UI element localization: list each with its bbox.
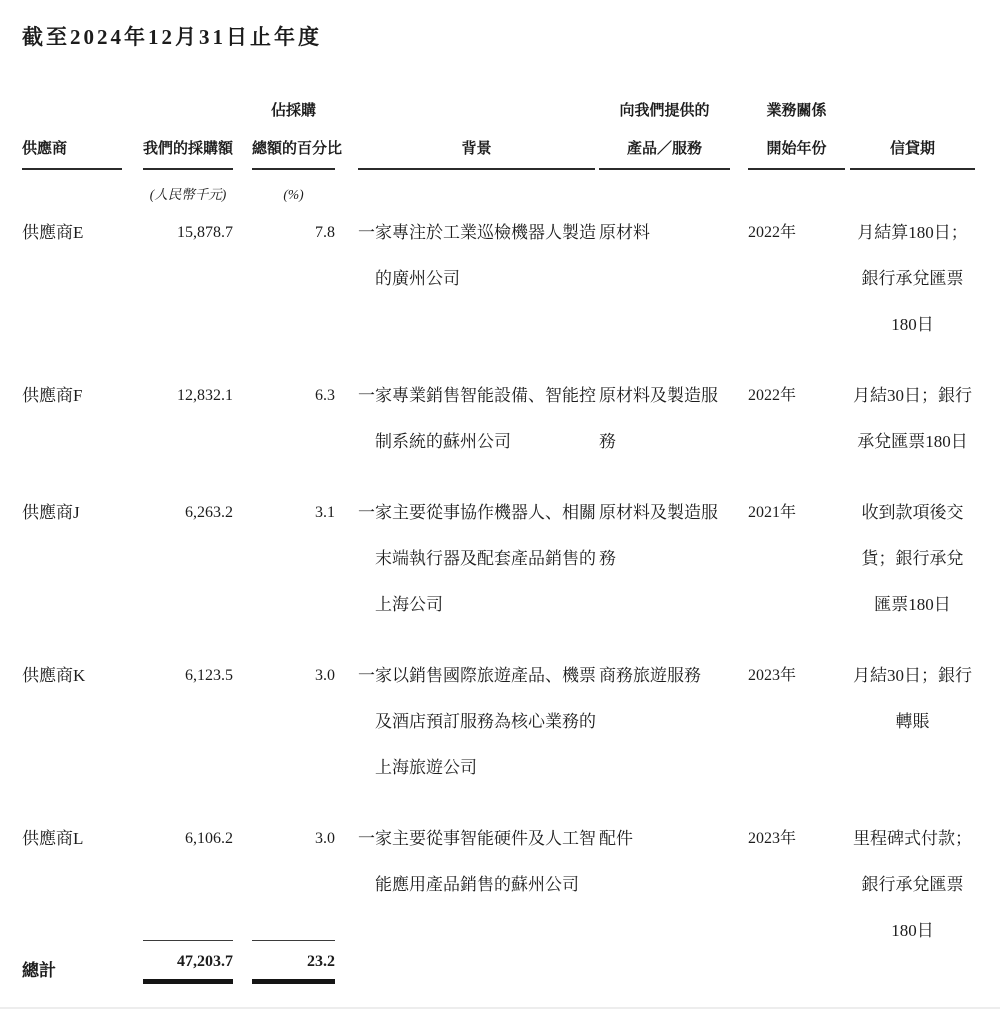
background-line: 一家專注於工業巡檢機器人製造 [358, 223, 596, 242]
background-line: 制系統的蘇州公司 [375, 432, 511, 451]
background-description [358, 373, 595, 465]
total-amount-cell [143, 940, 233, 984]
supplier-name: 供應商F [22, 386, 83, 405]
table-body [22, 210, 975, 954]
total-amount: 47,203.7 [143, 940, 233, 979]
col-header-year [748, 92, 845, 170]
credit-line: 180日 [891, 315, 934, 334]
double-rule [252, 979, 335, 984]
background-description [358, 490, 595, 628]
header-line: 產品／服務 [626, 141, 702, 157]
background-line: 一家主要從事協作機器人、相關 [358, 503, 596, 522]
start-year: 2023年 [748, 667, 797, 684]
products-services: 原材料 [599, 223, 650, 242]
header-line: 業務關係 [766, 103, 827, 119]
credit-period [850, 373, 975, 465]
credit-line: 里程碑式付款； [853, 829, 972, 848]
background-line: 及酒店預訂服務為核心業務的 [375, 712, 596, 731]
background-line: 上海公司 [375, 595, 443, 614]
double-rule [143, 979, 233, 984]
total-label: 總計 [22, 961, 56, 980]
header-line: 總額的百分比 [252, 141, 343, 157]
background-description [358, 816, 595, 954]
header-line: 背景 [461, 141, 492, 157]
header-line: 向我們提供的 [619, 103, 710, 119]
purchase-pct: 3.1 [315, 504, 335, 521]
header-line: 我們的採購額 [143, 141, 234, 157]
credit-line: 月結算180日； [857, 223, 968, 242]
table-row [22, 816, 975, 954]
col-header-background [358, 92, 595, 170]
credit-line: 銀行承兌匯票 [861, 875, 964, 894]
credit-period [850, 816, 975, 954]
header-line: 供應商 [22, 141, 68, 157]
background-description [358, 210, 595, 348]
purchase-pct: 3.0 [315, 830, 335, 847]
products-services: 配件 [599, 829, 633, 848]
total-pct-cell [252, 940, 335, 984]
start-year: 2022年 [748, 387, 797, 404]
start-year: 2022年 [748, 224, 797, 241]
credit-line: 銀行承兌匯票 [861, 269, 964, 288]
table-row [22, 210, 975, 348]
background-line: 的廣州公司 [375, 269, 460, 288]
background-line: 一家以銷售國際旅遊產品、機票 [358, 666, 596, 685]
background-line: 一家專業銷售智能設備、智能控 [358, 386, 596, 405]
background-line: 上海旅遊公司 [375, 758, 477, 777]
purchase-amount: 6,263.2 [185, 504, 233, 521]
col-header-pct [252, 92, 343, 170]
header-line: 開始年份 [766, 141, 827, 157]
purchase-amount: 15,878.7 [177, 224, 233, 241]
supplier-name: 供應商L [22, 829, 84, 848]
start-year: 2023年 [748, 830, 797, 847]
table-header [22, 92, 975, 170]
page-bottom-divider [0, 1007, 1000, 1009]
supplier-name: 供應商E [22, 223, 84, 242]
col-header-credit [850, 92, 975, 170]
col-header-amount [143, 92, 233, 170]
table-subheader [22, 170, 975, 210]
credit-line: 匯票180日 [874, 595, 951, 614]
suppliers-table [22, 92, 975, 984]
background-line: 能應用產品銷售的蘇州公司 [375, 875, 579, 894]
products-services: 原材料及製造服務 [599, 386, 718, 451]
col-header-products [599, 92, 730, 170]
credit-line: 月結30日；銀行 [853, 666, 972, 685]
purchase-pct: 7.8 [315, 224, 335, 241]
supplier-name: 供應商J [22, 503, 80, 522]
unit-label-amount: (人民幣千元) [149, 187, 227, 202]
background-line: 一家主要從事智能硬件及人工智 [358, 829, 596, 848]
table-row [22, 373, 975, 465]
credit-line: 承兌匯票180日 [857, 432, 968, 451]
header-line: 信貸期 [889, 141, 935, 157]
purchase-amount: 6,123.5 [185, 667, 233, 684]
col-header-supplier [22, 92, 122, 170]
credit-period [850, 210, 975, 348]
credit-period [850, 490, 975, 628]
credit-line: 收到款項後交 [861, 503, 964, 522]
products-services: 原材料及製造服務 [599, 503, 718, 568]
header-line: 佔採購 [270, 103, 316, 119]
credit-line: 180日 [891, 921, 934, 940]
products-services: 商務旅遊服務 [599, 666, 701, 685]
start-year: 2021年 [748, 504, 797, 521]
credit-period [850, 653, 975, 791]
credit-line: 貨；銀行承兌 [861, 549, 964, 568]
purchase-amount: 12,832.1 [177, 387, 233, 404]
table-row [22, 653, 975, 791]
background-description [358, 653, 595, 791]
page-title: 截至2024年12月31日止年度 [22, 25, 322, 49]
total-pct: 23.2 [252, 940, 335, 979]
credit-line: 轉賬 [895, 712, 930, 731]
credit-line: 月結30日；銀行 [853, 386, 972, 405]
table-row [22, 490, 975, 628]
purchase-amount: 6,106.2 [185, 830, 233, 847]
purchase-pct: 3.0 [315, 667, 335, 684]
purchase-pct: 6.3 [315, 387, 335, 404]
supplier-name: 供應商K [22, 666, 86, 685]
background-line: 末端執行器及配套產品銷售的 [375, 549, 596, 568]
unit-label-pct: (%) [283, 187, 304, 202]
